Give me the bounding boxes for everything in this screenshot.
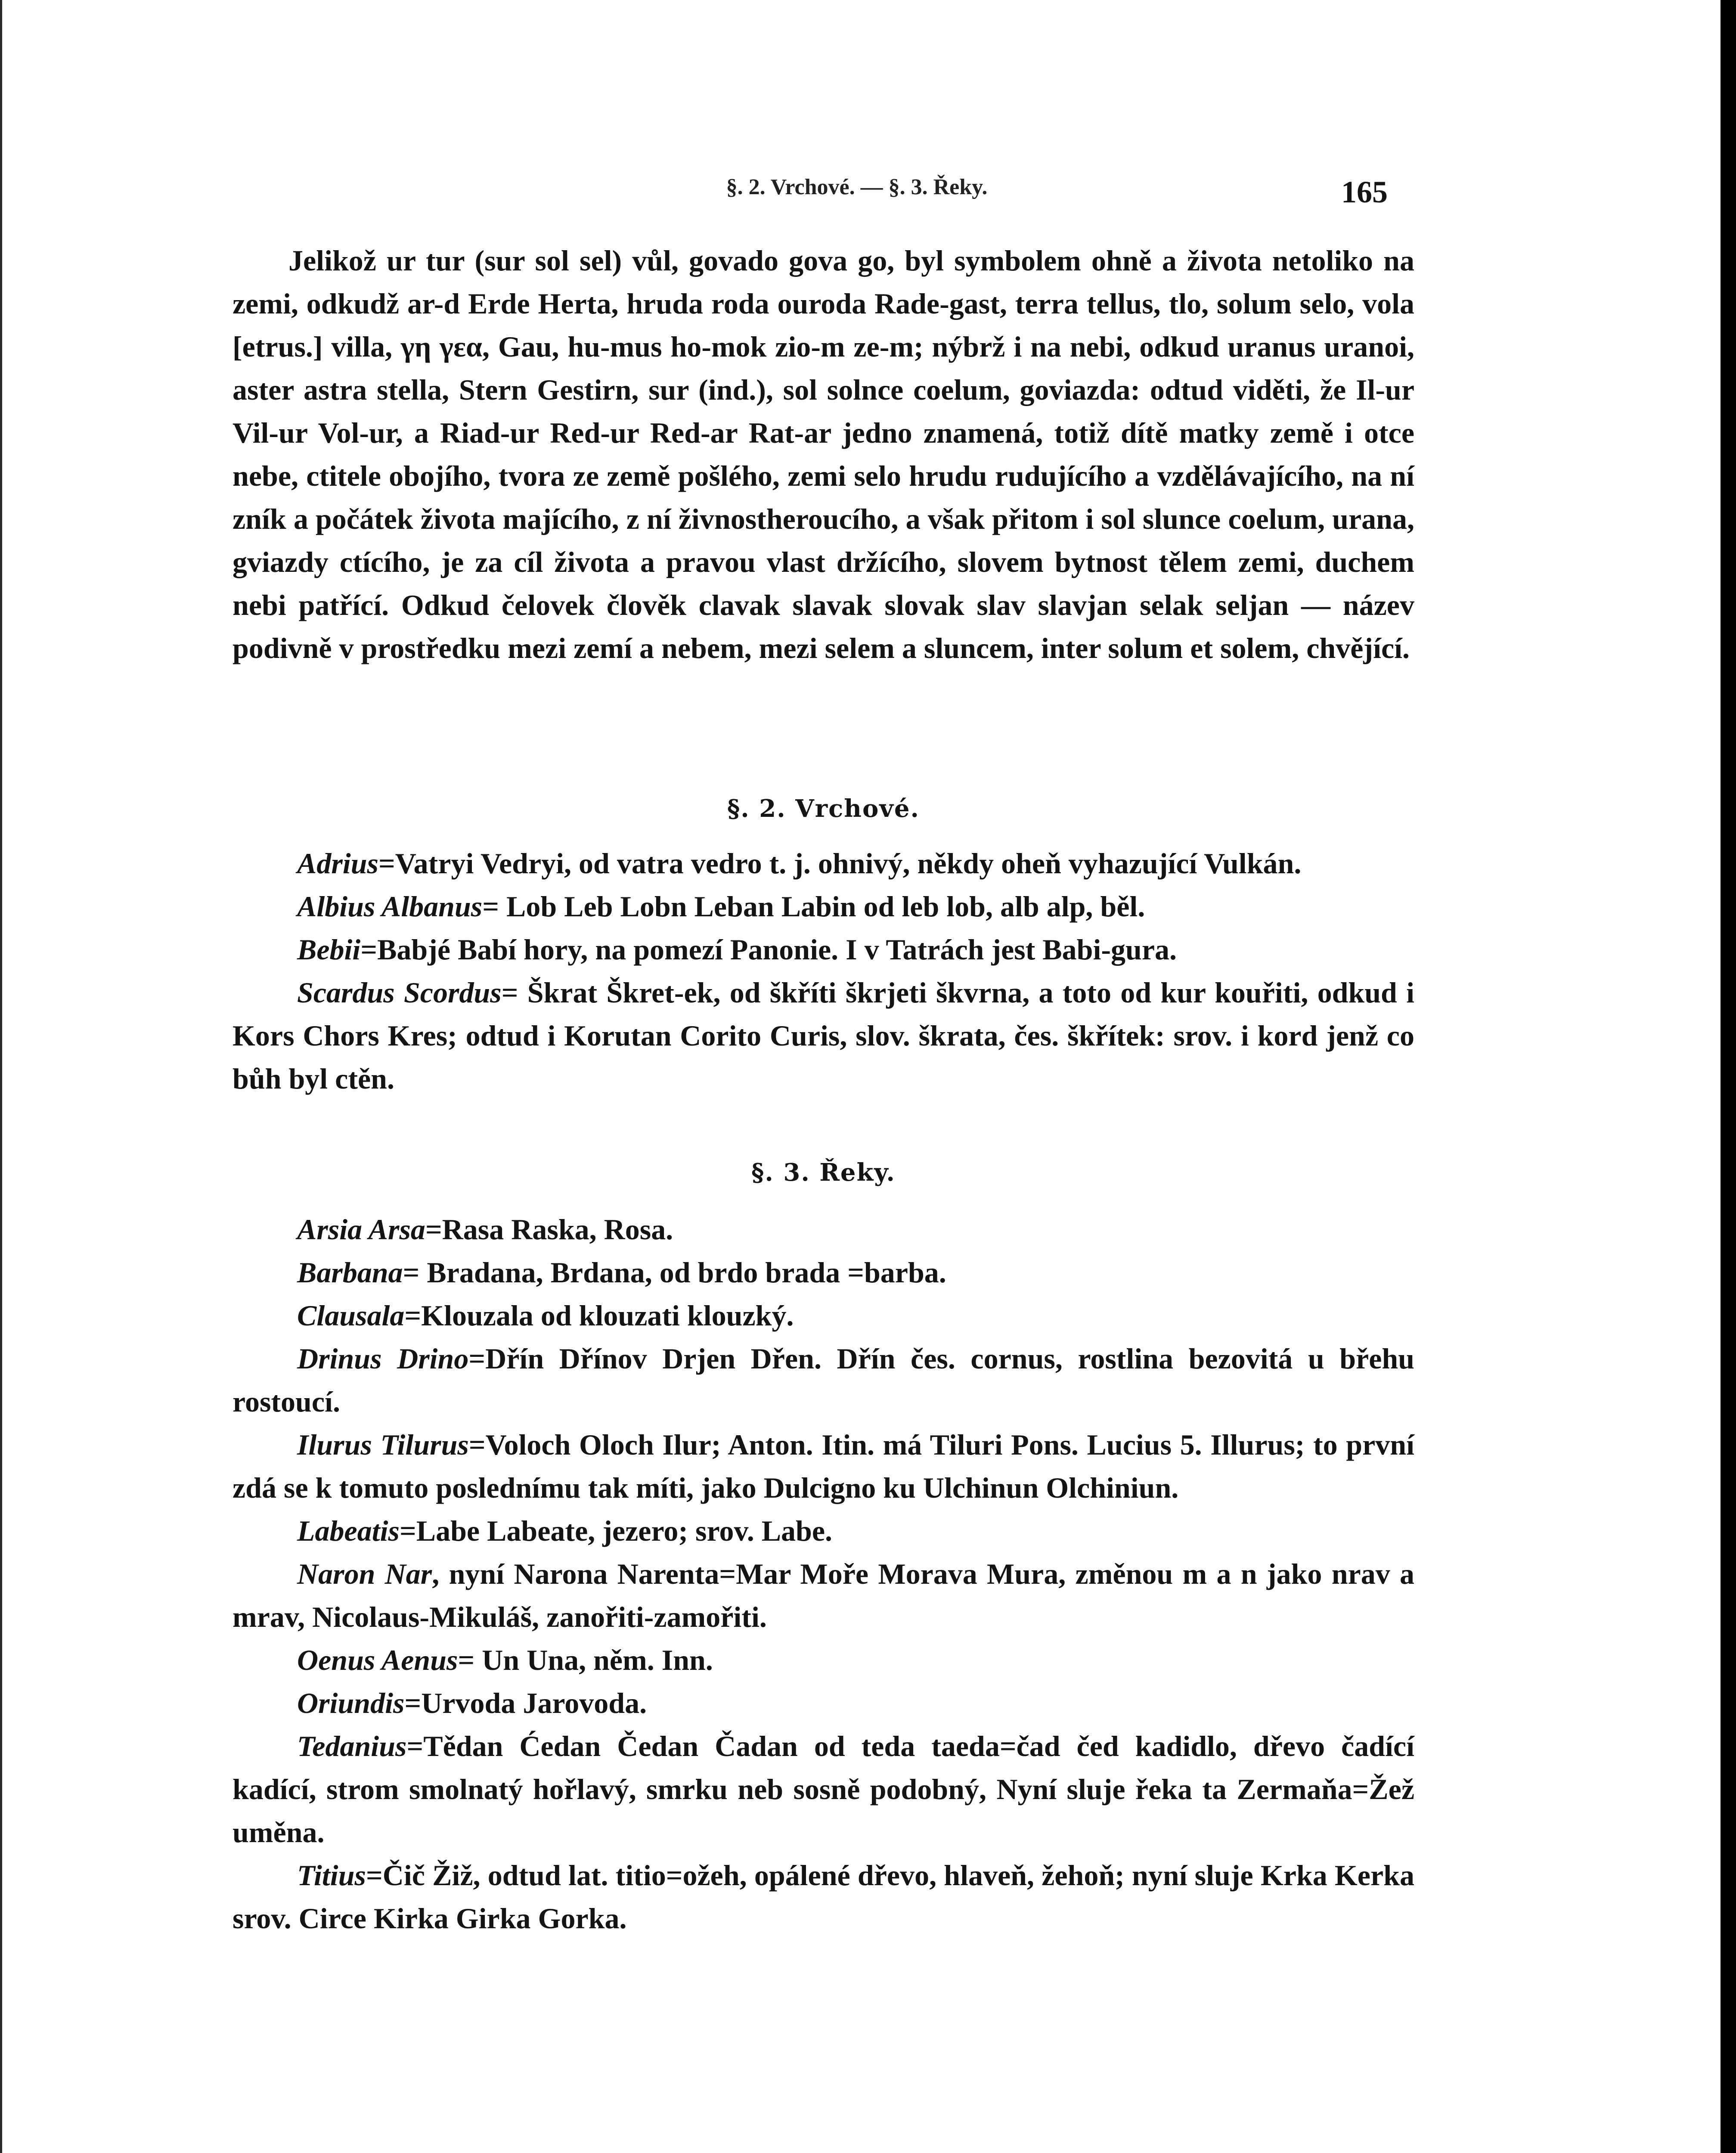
entry: [232, 1423, 1414, 1509]
entry-term: Ilurus Tilurus: [297, 1428, 469, 1461]
entry-text: = Un Una, něm. Inn.: [458, 1644, 713, 1676]
entry-text: =Voloch Oloch Ilur; Anton. Itin. má Tiluri Pons. Lucius 5. Illurus; to první zdá se k tomuto poslednímu tak míti, jako Dulcigno ku Ulchinun Olchiniun.: [232, 1428, 1415, 1504]
entry-term: Barbana: [297, 1256, 403, 1289]
entry-text: =Klouzala od klouzati klouzký.: [404, 1299, 794, 1332]
entry: [232, 1725, 1414, 1854]
entry-text: , nyní Narona Narenta=Mar Moře Morava Mura, změnou m a n jako nrav a mrav, Nicolaus-Mikuláš, zanořiti-zamořiti.: [232, 1557, 1414, 1633]
entry-term: Bebii: [297, 933, 361, 966]
entry-term: Tedanius: [297, 1730, 407, 1762]
entry: [232, 1337, 1414, 1423]
entry-term: Oenus Aenus: [297, 1644, 458, 1676]
scan-edge-left: [0, 0, 2, 2153]
page-header: [297, 174, 1417, 222]
entry-term: Labeatis: [297, 1514, 400, 1547]
entry: [232, 1294, 1414, 1337]
entry-text: =Babjé Babí hory, na pomezí Panonie. I v Tatrách jest Babi-gura.: [360, 933, 1177, 966]
intro-paragraph: Jelikož ur tur (sur sol sel) vůl, govado gova go, byl symbolem ohně a života netoliko na zemi, odkudž ar-d Erde Herta, hruda roda ouroda Rade-gast, terra tellus, tlo, solum selo, vola [etrus.] villa, γη γεα, Gau, hu-mus ho-mok zio-m ze-m; nýbrž i na nebi, odkud uranus uranoi, aster astra stella, Stern Gestirn, sur (ind.), sol solnce coelum, goviazda: odtud viděti, že Il-ur Vil-ur Vol-ur, a Riad-ur Red-ur Red-ar Rat-ar jedno znamená, totiž dítě matky země i otce nebe, ctitele obojího, tvora ze země pošlého, zemi selo hrudu rudujícího a vzdělávajícího, na ní zník a počátek života majícího, z ní živnostheroucího, a však přitom i sol slunce coelum, urana, gviazdy ctícího, je za cíl života a pravou vlast držícího, slovem bytnost tělem zemi, duchem nebi patřící. Odkud čelovek člověk clavak slavak slovak slav slavjan selak seljan — název podivně v prostředku mezi zemí a nebem, mezi selem a sluncem, inter solum et solem, chvějící.: [232, 244, 1414, 664]
entry-term: Oriundis: [297, 1687, 405, 1719]
entry: [232, 842, 1414, 885]
entry: [232, 885, 1414, 928]
entry: [232, 928, 1414, 971]
entry: [232, 1509, 1414, 1552]
entry: [232, 1251, 1414, 1294]
running-head: §. 2. Vrchové. — §. 3. Řeky.: [726, 175, 988, 199]
entry-term: Adrius: [297, 847, 378, 880]
entry-term: Clausala: [297, 1299, 405, 1332]
section-3-entries: [232, 1208, 1414, 1940]
entry: [232, 1681, 1414, 1725]
section-2-heading: §. 2. Vrchové.: [727, 794, 920, 823]
entry-term: Albius Albanus: [297, 890, 483, 923]
entry-term: Drinus Drino: [297, 1342, 469, 1375]
entry-text: =Vatryi Vedryi, od vatra vedro t. j. ohnivý, někdy oheň vyhazující Vulkán.: [378, 847, 1302, 880]
entry-text: =Labe Labeate, jezero; srov. Labe.: [399, 1514, 833, 1547]
entry-text: =Urvoda Jarovoda.: [404, 1687, 647, 1719]
page-number: 165: [1341, 175, 1388, 209]
entry-term: Titius: [297, 1859, 366, 1892]
entry-text: =Čič Žiž, odtud lat. titio=ožeh, opálené dřevo, hlaveň, žehoň; nyní sluje Krka Kerka srov. Circe Kirka Girka Gorka.: [232, 1859, 1414, 1935]
entry-term: Naron Nar: [297, 1557, 432, 1590]
entry-term: Scardus Scordus: [297, 976, 502, 1009]
entry-text: = Škrat Škret-ek, od škříti škrjeti škvrna, a toto od kur kouřiti, odkud i Kors Chors Kres; odtud i Korutan Corito Curis, slov. škrata, čes. škřítek: srov. i kord jenž co bůh byl ctěn.: [232, 976, 1414, 1095]
entry: [232, 1552, 1414, 1638]
entry: [232, 1854, 1414, 1940]
section-2-entries: [232, 842, 1414, 1100]
entry-text: =Rasa Raska, Rosa.: [425, 1213, 673, 1246]
entry-term: Arsia Arsa: [297, 1213, 425, 1246]
entry-text: =Dřín Dřínov Drjen Dřen. Dřín čes. cornus, rostlina bezovitá u břehu rostoucí.: [232, 1342, 1415, 1418]
section-3-heading: §. 3. Řeky.: [751, 1158, 896, 1187]
scan-edge-right: [1720, 0, 1736, 2153]
entry-text: =Tědan Ćedan Čedan Čadan od teda taeda=čad čed kadidlo, dřevo čadící kadící, strom smolnatý hořlavý, smrku neb sosně podobný, Nyní sluje řeka ta Zermaňa=Žež uměna.: [232, 1730, 1414, 1849]
entry: [232, 1638, 1414, 1681]
entry-text: = Lob Leb Lobn Leban Labin od leb lob, alb alp, běl.: [482, 890, 1145, 923]
entry: [232, 971, 1414, 1100]
entry-text: = Bradana, Brdana, od brdo brada =barba.: [403, 1256, 946, 1289]
entry: [232, 1208, 1414, 1251]
